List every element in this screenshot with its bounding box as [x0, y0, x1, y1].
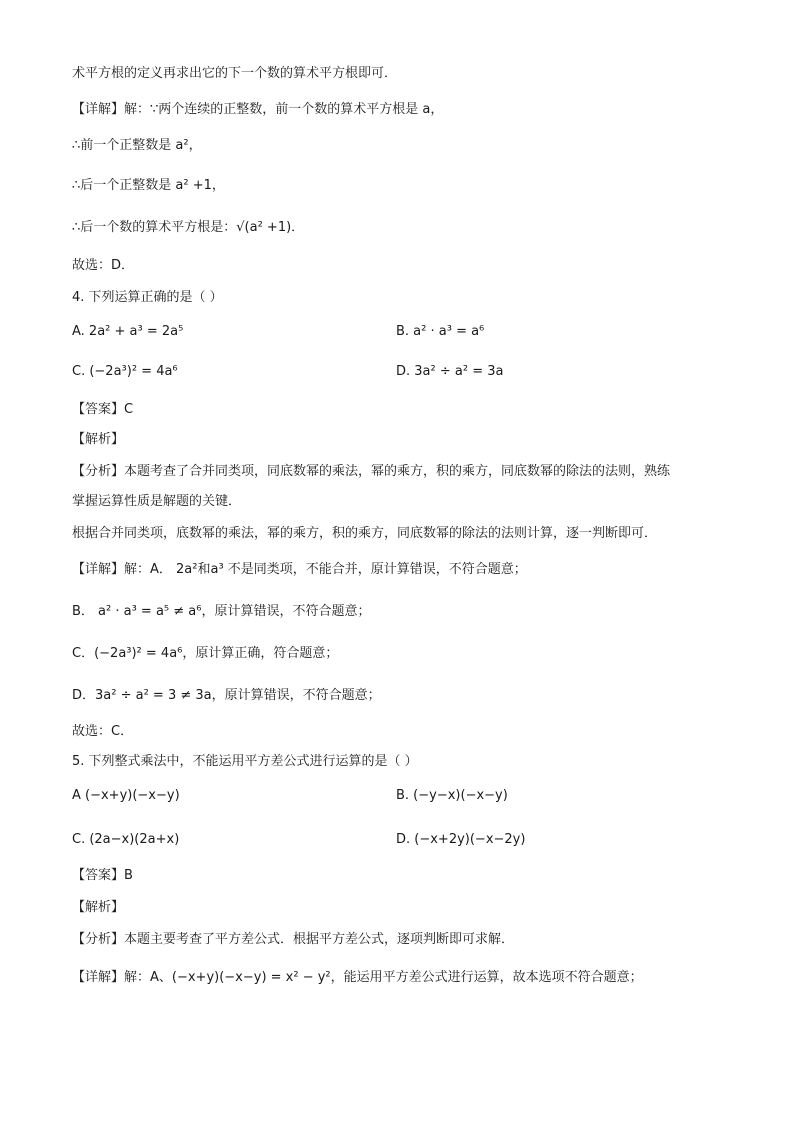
q4-analysis-label: 【解析】 [72, 432, 125, 447]
q4-choice: 故选：C． [72, 724, 134, 739]
q4-analysis-line-2: 掌握运算性质是解题的关键． [72, 494, 242, 509]
q4-detail-line-3: C．(−2a³)² = 4a⁶，原计算正确，符合题意； [72, 646, 339, 661]
q5-option-c: C. (2a−x)(2a+x) [72, 832, 180, 847]
q5-option-b: B. (−y−x)(−x−y) [396, 788, 508, 803]
q3-choice: 故选：D． [72, 258, 135, 273]
q5-stem: 5. 下列整式乘法中，不能运用平方差公式进行运算的是（ ） [72, 754, 418, 769]
q3-solution-line-3: ∴前一个正整数是 a²， [72, 138, 202, 153]
q4-option-b: B. a² · a³ = a⁶ [396, 324, 485, 339]
q5-option-a: A (−x+y)(−x−y) [72, 788, 180, 803]
q5-analysis-label: 【解析】 [72, 900, 125, 915]
q4-stem: 4. 下列运算正确的是（ ） [72, 290, 223, 305]
q5-analysis-line-1: 【分析】本题主要考查了平方差公式．根据平方差公式，逐项判断即可求解． [72, 932, 515, 947]
q4-analysis-line-1: 【分析】本题考查了合并同类项，同底数幂的乘法，幂的乘方，积的乘方，同底数幂的除法的法则，熟练 [72, 464, 671, 479]
q5-answer: 【答案】B [72, 868, 133, 883]
q4-option-d: D. 3a² ÷ a² = 3a [396, 364, 504, 379]
q4-analysis-line-3: 根据合并同类项，底数幂的乘法，幂的乘方，积的乘方，同底数幂的除法的法则计算，逐一判断即可． [72, 526, 658, 541]
q4-option-c: C. (−2a³)² = 4a⁶ [72, 364, 178, 379]
q4-option-a: A. 2a² + a³ = 2a⁵ [72, 324, 184, 339]
q4-detail-line-2: B． a² · a³ = a⁵ ≠ a⁶，原计算错误，不符合题意； [72, 604, 371, 619]
q3-solution-line-2: 【详解】解：∵两个连续的正整数，前一个数的算术平方根是 a， [72, 102, 444, 117]
q3-solution-line-4: ∴后一个正整数是 a² +1， [72, 178, 225, 193]
q3-solution-line-1: 术平方根的定义再求出它的下一个数的算术平方根即可． [72, 66, 398, 81]
q4-detail-line-4: D．3a² ÷ a² = 3 ≠ 3a，原计算错误，不符合题意； [72, 688, 381, 703]
q5-detail-line-1: 【详解】解：A、(−x+y)(−x−y) = x² − y²，能运用平方差公式进行运算，故本选项不符合题意； [72, 970, 643, 985]
q3-solution-line-5: ∴后一个数的算术平方根是：√(a² +1)． [72, 220, 305, 235]
q5-option-d: D. (−x+2y)(−x−2y) [396, 832, 526, 847]
q4-detail-line-1: 【详解】解：A． 2a²和a³ 不是同类项，不能合并，原计算错误，不符合题意； [72, 562, 527, 577]
q4-answer: 【答案】C [72, 402, 134, 417]
